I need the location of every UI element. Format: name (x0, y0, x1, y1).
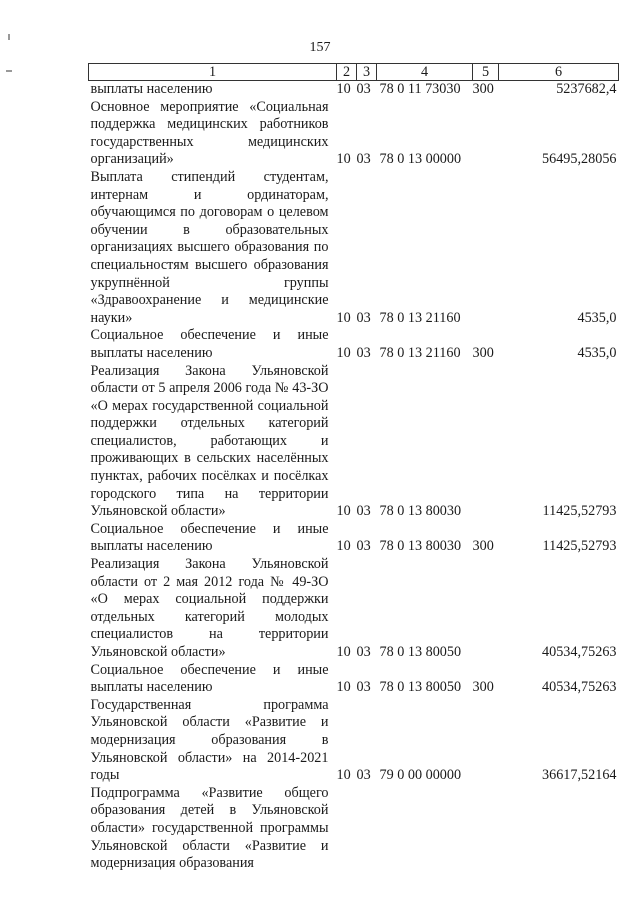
row-expense-type (473, 363, 499, 521)
row-target-code: 78 0 13 21160 (379, 309, 461, 326)
row-name: Выплата стипендий студентам, интернам и ординаторам, обучающимся по договорам о целевом обучении в образовательных организациях высшего образования по специальностям высшего образования укрупнённой группы «Здравоохранение и медицинские науки» (90, 168, 329, 326)
header-col-3: 3 (357, 64, 377, 81)
row-amount: 4535,0 (577, 344, 617, 361)
row-name: Подпрограмма «Развитие общего образования детей в Ульяновской области» государственной программы Ульяновской области «Развитие и модернизация образования (90, 784, 329, 872)
row-name: Основное мероприятие «Социальная поддержка медицинских работников государственных медицинских организаций» (90, 98, 329, 168)
row-amount: 40534,75263 (542, 679, 617, 696)
row-subsection: 03 (356, 679, 371, 696)
row-target-code: 78 0 13 80030 (379, 503, 462, 520)
row-subsection: 03 (356, 644, 371, 660)
table-row (89, 99, 619, 169)
row-subsection: 03 (356, 538, 371, 555)
row-subsection: 03 (356, 503, 371, 520)
row-expense-type (473, 169, 499, 327)
row-name: Государственная программа Ульяновской области «Развитие и модернизация образования в Ульяновской области» на 2014-2021 годы (90, 696, 329, 784)
row-amount: 4535,0 (577, 309, 617, 326)
row-section (337, 785, 357, 873)
row-section: 10 (336, 309, 351, 326)
row-section: 10 (336, 767, 351, 784)
table-row (89, 81, 619, 99)
row-name: Социальное обеспечение и иные выплаты населению (90, 520, 329, 555)
header-col-6: 6 (499, 64, 619, 81)
row-subsection (357, 785, 377, 873)
header-col-5: 5 (473, 64, 499, 81)
row-expense-type (473, 99, 499, 169)
row-name: Социальное обеспечение и иные выплаты населению (90, 327, 329, 361)
row-section: 10 (336, 151, 351, 168)
table-row (89, 662, 619, 697)
row-section: 10 (336, 81, 351, 97)
table-row (89, 785, 619, 873)
row-amount: 5237682,4 (556, 81, 617, 97)
row-section: 10 (336, 538, 351, 555)
row-subsection: 03 (356, 81, 371, 97)
header-col-2: 2 (337, 64, 357, 81)
row-target-code: 78 0 13 80050 (379, 644, 462, 660)
row-section: 10 (336, 679, 351, 696)
row-section: 10 (336, 344, 351, 361)
header-col-1: 1 (89, 64, 337, 81)
row-amount (499, 785, 619, 873)
budget-table (88, 63, 619, 873)
table-row (89, 521, 619, 556)
scan-mark (6, 70, 12, 72)
header-row (89, 64, 619, 81)
row-target-code: 78 0 13 80050 (379, 679, 462, 696)
row-amount: 11425,52793 (542, 503, 617, 520)
row-subsection: 03 (356, 309, 371, 326)
page-number: 157 (309, 40, 331, 55)
row-subsection: 03 (356, 151, 371, 168)
row-target-code: 79 0 00 00000 (379, 767, 462, 784)
table-header (89, 64, 619, 81)
table-row (89, 556, 619, 662)
header-col-4: 4 (377, 64, 473, 81)
row-expense-type: 300 (472, 344, 494, 361)
row-expense-type (473, 556, 499, 662)
row-target-code: 78 0 13 80030 (379, 538, 462, 555)
row-name: выплаты населению (90, 81, 213, 97)
row-section: 10 (336, 503, 351, 520)
row-name: Реализация Закона Ульяновской области от 2 мая 2012 года № 49-ЗО «О мерах социальной поддержки отдельных категорий молодых специалистов на территории Ульяновской области» (90, 556, 329, 660)
table-row (89, 697, 619, 785)
table-row (89, 363, 619, 521)
row-target-code: 78 0 13 21160 (379, 344, 461, 361)
row-amount: 56495,28056 (542, 151, 617, 168)
row-expense-type: 300 (472, 538, 494, 555)
row-expense-type (473, 785, 499, 873)
row-expense-type (473, 697, 499, 785)
row-subsection: 03 (356, 767, 371, 784)
row-target-code: 78 0 13 00000 (379, 151, 462, 168)
row-amount: 40534,75263 (542, 644, 617, 660)
table-row (89, 327, 619, 362)
row-name: Реализация Закона Ульяновской области от 5 апреля 2006 года № 43-ЗО «О мерах государственной социальной поддержки отдельных категорий специалистов, работающих и проживающих в сельских населённых пунктах, рабочих посёлках и посёлках городского типа на территории Ульяновской области» (90, 362, 329, 520)
table-row (89, 169, 619, 327)
row-expense-type: 300 (472, 679, 494, 696)
row-target-code (377, 785, 473, 873)
row-amount: 11425,52793 (542, 538, 617, 555)
table-body (89, 81, 619, 873)
row-target-code: 78 0 11 73030 (379, 81, 461, 97)
row-amount: 36617,52164 (542, 767, 617, 784)
row-name: Социальное обеспечение и иные выплаты населению (90, 661, 329, 696)
row-section: 10 (336, 644, 351, 660)
row-expense-type: 300 (472, 81, 494, 97)
row-subsection: 03 (356, 344, 371, 361)
